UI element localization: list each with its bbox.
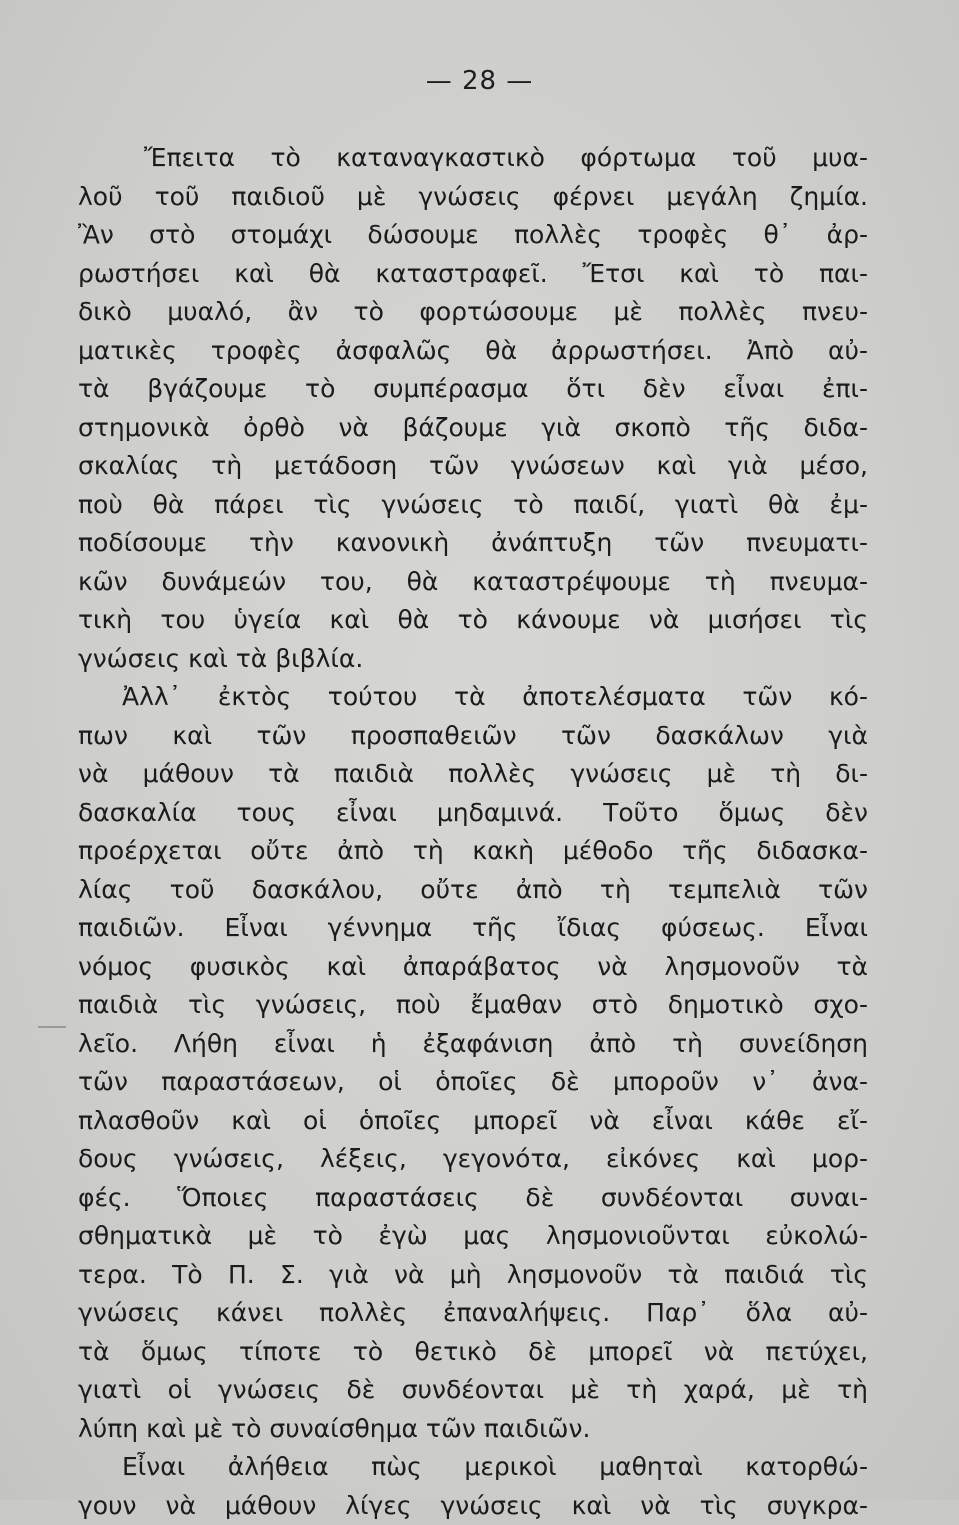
text-line: ποὺ θὰ πάρει τὶς γνώσεις τὸ παιδί, γιατὶ θὰ ἐμ-	[78, 486, 868, 525]
text-line: στημονικὰ ὀρθὸ νὰ βάζουμε γιὰ σκοπὸ τῆς διδα-	[78, 409, 868, 448]
text-line: Ἀλλ᾽ ἐκτὸς τούτου τὰ ἀποτελέσματα τῶν κό-	[78, 678, 868, 717]
text-line: δους γνώσεις, λέξεις, γεγονότα, εἰκόνες καὶ μορ-	[78, 1140, 868, 1179]
text-line: τῶν παραστάσεων, οἱ ὁποῖες δὲ μποροῦν ν᾽ ἀνα-	[78, 1063, 868, 1102]
text-line: πλασθοῦν καὶ οἱ ὁποῖες μπορεῖ νὰ εἶναι κάθε εἴ-	[78, 1102, 868, 1141]
text-line: δικὸ μυαλό, ἂν τὸ φορτώσουμε μὲ πολλὲς πνευ-	[78, 293, 868, 332]
text-line: λοῦ τοῦ παιδιοῦ μὲ γνώσεις φέρνει μεγάλη ζημία.	[78, 178, 868, 217]
text-line: γνώσεις κάνει πολλὲς ἐπαναλήψεις. Παρ᾽ ὅλα αὐ-	[78, 1294, 868, 1333]
text-line: λίας τοῦ δασκάλου, οὔτε ἀπὸ τὴ τεμπελιὰ τῶν	[78, 871, 868, 910]
text-line: Εἶναι ἀλήθεια πὼς μερικοὶ μαθηταὶ κατορθώ-	[78, 1448, 868, 1487]
text-line: τερα. Τὸ Π. Σ. γιὰ νὰ μὴ λησμονοῦν τὰ παιδιά τὶς	[78, 1256, 868, 1295]
text-line: νὰ μάθουν τὰ παιδιὰ πολλὲς γνώσεις μὲ τὴ δι-	[78, 755, 868, 794]
text-line: παιδιὰ τὶς γνώσεις, ποὺ ἔμαθαν στὸ δημοτικὸ σχο-	[78, 986, 868, 1025]
text-line: προέρχεται οὔτε ἀπὸ τὴ κακὴ μέθοδο τῆς διδασκα-	[78, 832, 868, 871]
text-line: Ἔπειτα τὸ καταναγκαστικὸ φόρτωμα τοῦ μυα-	[78, 139, 868, 178]
text-line: τικὴ του ὑγεία καὶ θὰ τὸ κάνουμε νὰ μισήσει τὶς	[78, 601, 868, 640]
text-line: φές. Ὅποιες παραστάσεις δὲ συνδέονται συναι-	[78, 1179, 868, 1218]
text-line: νόμος φυσικὸς καὶ ἀπαράβατος νὰ λησμονοῦν τὰ	[78, 948, 868, 987]
text-line: πων καὶ τῶν προσπαθειῶν τῶν δασκάλων γιὰ	[78, 717, 868, 756]
margin-mark	[38, 1026, 66, 1028]
page-number: — 28 —	[0, 66, 959, 96]
text-line: γιατὶ οἱ γνώσεις δὲ συνδέονται μὲ τὴ χαρά, μὲ τὴ	[78, 1371, 868, 1410]
text-line: Ἂν στὸ στομάχι δώσουμε πολλὲς τροφὲς θ᾽ ἀρ-	[78, 216, 868, 255]
text-line: ρωστήσει καὶ θὰ καταστραφεῖ. Ἔτσι καὶ τὸ παι-	[78, 255, 868, 294]
text-line: παιδιῶν. Εἶναι γέννημα τῆς ἴδιας φύσεως. Εἶναι	[78, 909, 868, 948]
text-line: γνώσεις καὶ τὰ βιβλία.	[78, 640, 868, 679]
text-line: τὰ βγάζουμε τὸ συμπέρασμα ὅτι δὲν εἶναι ἐπι-	[78, 370, 868, 409]
text-line: δασκαλία τους εἶναι μηδαμινά. Τοῦτο ὅμως δὲν	[78, 794, 868, 833]
text-line: λύπη καὶ μὲ τὸ συναίσθημα τῶν παιδιῶν.	[78, 1410, 868, 1449]
text-line: σκαλίας τὴ μετάδοση τῶν γνώσεων καὶ γιὰ μέσο,	[78, 447, 868, 486]
text-line: τὰ ὅμως τίποτε τὸ θετικὸ δὲ μπορεῖ νὰ πετύχει,	[78, 1333, 868, 1372]
body-text	[78, 139, 868, 1525]
text-line: σθηματικὰ μὲ τὸ ἐγὼ μας λησμονιοῦνται εὐκολώ-	[78, 1217, 868, 1256]
text-line: λεῖο. Λήθη εἶναι ἡ ἐξαφάνιση ἀπὸ τὴ συνείδηση	[78, 1025, 868, 1064]
text-line: ποδίσουμε τὴν κανονικὴ ἀνάπτυξη τῶν πνευματι-	[78, 524, 868, 563]
text-line: ματικὲς τροφὲς ἀσφαλῶς θὰ ἀρρωστήσει. Ἀπὸ αὐ-	[78, 332, 868, 371]
text-line: κῶν δυνάμεών του, θὰ καταστρέψουμε τὴ πνευμα-	[78, 563, 868, 602]
text-line: γουν νὰ μάθουν λίγες γνώσεις καὶ νὰ τὶς συγκρα-	[78, 1487, 868, 1525]
